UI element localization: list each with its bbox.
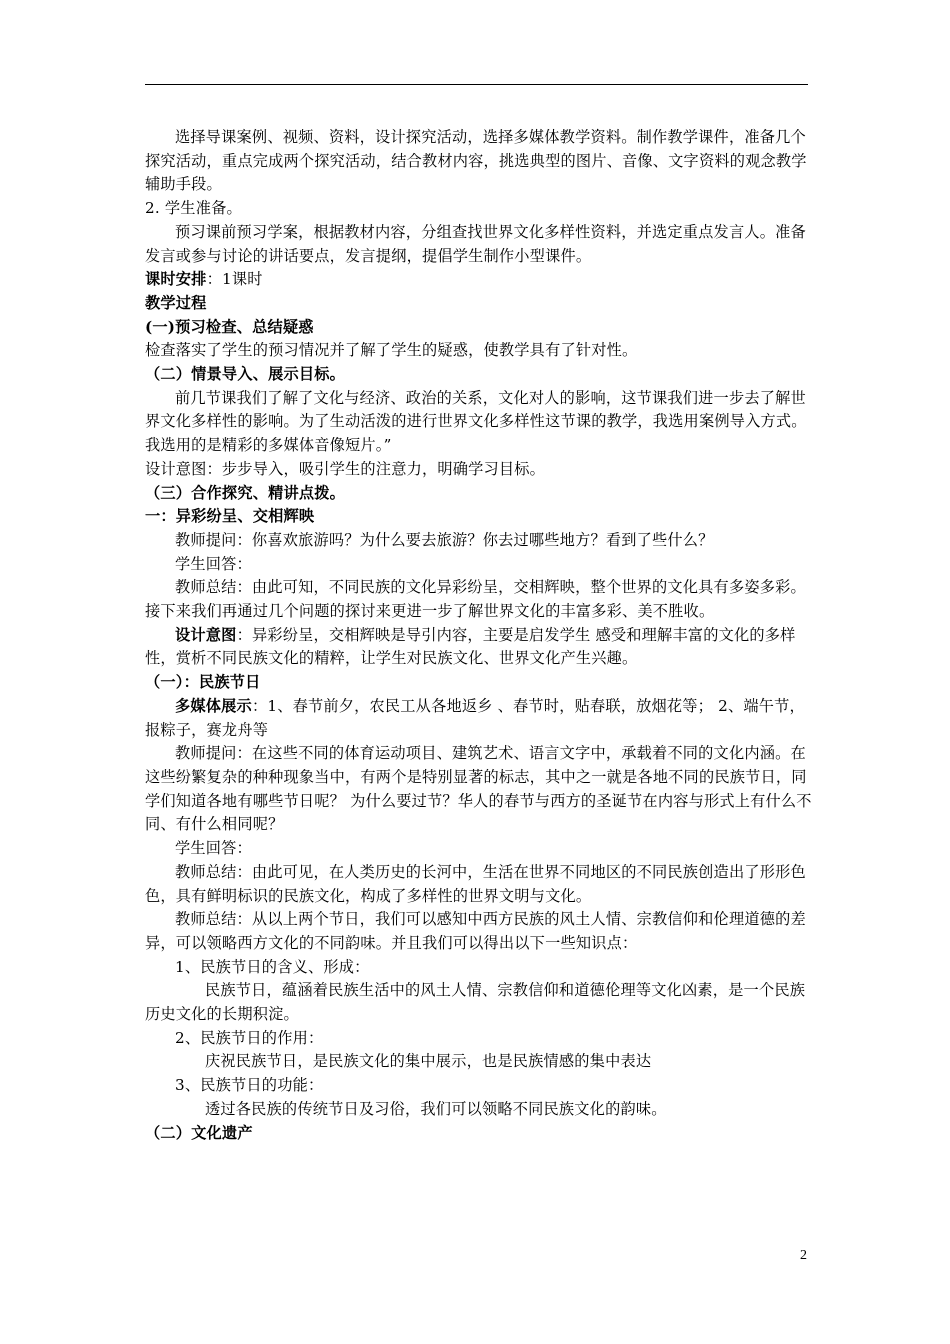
section-heading-intro: （二）情景导入、展示目标。 — [145, 365, 346, 384]
paragraph-student-answer-1: 学生回答： — [175, 554, 252, 573]
paragraph-design-intent-1: 设计意图：步步导入，吸引学生的注意力，明确学习目标。 — [145, 459, 546, 478]
paragraph-teacher-question-1: 教师提问：你喜欢旅游吗？为什么要去旅游？你去过哪些地方？看到了些什么？ — [175, 530, 714, 549]
paragraph-multimedia — [145, 695, 815, 742]
paragraph-teacher-question-2: 教师提问：在这些不同的体育运动项目、建筑艺术、语言文字中，承载着不同的文化内涵。在这些纷繁复杂的种种现象当中，有两个是特别显著的标志，其中之一就是各地不同的民族节日，同学们知道各地有哪些节日呢？ 为什么要过节？华人的春节与西方的圣诞节在内容与形式上有什么不同、有什么相同呢？ — [145, 744, 812, 834]
multimedia-label: 多媒体展示 — [175, 696, 252, 715]
student-prep-heading: 2. 学生准备。 — [145, 199, 242, 218]
document-body — [145, 126, 815, 1145]
paragraph-teacher-summary-3: 教师总结：从以上两个节日，我们可以感知中西方民族的风土人情、宗教信仰和伦理道德的差异，可以领略西方文化的不同韵味。并且我们可以得出以下一些知识点： — [145, 910, 806, 952]
knowledge-point-3-text: 透过各民族的传统节日及习俗，我们可以领略不同民族文化的韵味。 — [205, 1099, 667, 1118]
subheading-colorful: 一：异彩纷呈、交相辉映 — [145, 507, 315, 526]
class-hours-label: 课时安排 — [145, 270, 207, 289]
design-intent-label: 设计意图 — [175, 625, 237, 644]
knowledge-point-2: 2、民族节日的作用： — [175, 1028, 324, 1047]
page-number: 2 — [800, 1248, 807, 1263]
paragraph-preview: 检查落实了学生的预习情况并了解了学生的疑惑，使教学具有了针对性。 — [145, 341, 638, 360]
class-hours — [145, 268, 815, 292]
multimedia-text: ：1、春节前夕，农民工从各地返乡 、春节时，贴春联，放烟花等； 2、端午节，报粽子，赛龙舟等 — [145, 696, 805, 739]
paragraph-teacher-summary-1: 教师总结：由此可知，不同民族的文化异彩纷呈，交相辉映，整个世界的文化具有多姿多彩。接下来我们再通过几个问题的探讨来更进一步了解世界文化的丰富多彩、美不胜收。 — [145, 578, 806, 621]
section-heading-explore: （三）合作探究、精讲点拨。 — [145, 483, 346, 502]
header-rule — [145, 84, 808, 85]
paragraph-student-prep: 预习课前预习学案，根据教材内容，分组查找世界文化多样性资料，并选定重点发言人。准备发言或参与讨论的讲话要点，发言提纲，提倡学生制作小型课件。 — [145, 222, 806, 265]
knowledge-point-3: 3、民族节日的功能： — [175, 1076, 324, 1095]
paragraph-student-answer-2: 学生回答： — [175, 839, 252, 858]
section-heading-process: 教学过程 — [145, 293, 207, 312]
design-intent-text: ：异彩纷呈，交相辉映是导引内容，主要是启发学生 感受和理解丰富的文化的多样性，赏析不同民族文化的精粹，让学生对民族文化、世界文化产生兴趣。 — [145, 625, 796, 668]
paragraph-teacher-summary-2: 教师总结：由此可见，在人类历史的长河中，生活在世界不同地区的不同民族创造出了形形色色，具有鲜明标识的民族文化，构成了多样性的世界文明与文化。 — [145, 862, 806, 905]
paragraph-intro: 前几节课我们了解了文化与经济、政治的关系，文化对人的影响，这节课我们进一步去了解世界文化多样性的影响。为了生动活泼的进行世界文化多样性这节课的教学，我选用案例导入方式。我选用的是精彩的多媒体音像短片。” — [145, 388, 807, 455]
knowledge-point-2-text: 庆祝民族节日，是民族文化的集中展示，也是民族情感的集中表达 — [205, 1052, 652, 1071]
section-heading-preview: (一)预习检查、总结疑惑 — [145, 317, 314, 336]
subheading-festivals: （一）：民族节日 — [145, 673, 261, 692]
subheading-heritage: （二）文化遗产 — [145, 1123, 253, 1142]
paragraph-teacher-prep: 选择导课案例、视频、资料，设计探究活动，选择多媒体教学资料。制作教学课件，准备几个探究活动，重点完成两个探究活动，结合教材内容，挑选典型的图片、音像、文字资料的观念教学辅助手段。 — [145, 128, 807, 194]
paragraph-design-intent-2 — [145, 624, 815, 671]
knowledge-point-1: 1、民族节日的含义、形成： — [175, 957, 370, 976]
class-hours-value: ：1课时 — [206, 270, 263, 289]
knowledge-point-1-text: 民族节日，蕴涵着民族生活中的风土人情、宗教信仰和道德伦理等文化凶素，是一个民族历史文化的长期积淀。 — [145, 981, 806, 1024]
